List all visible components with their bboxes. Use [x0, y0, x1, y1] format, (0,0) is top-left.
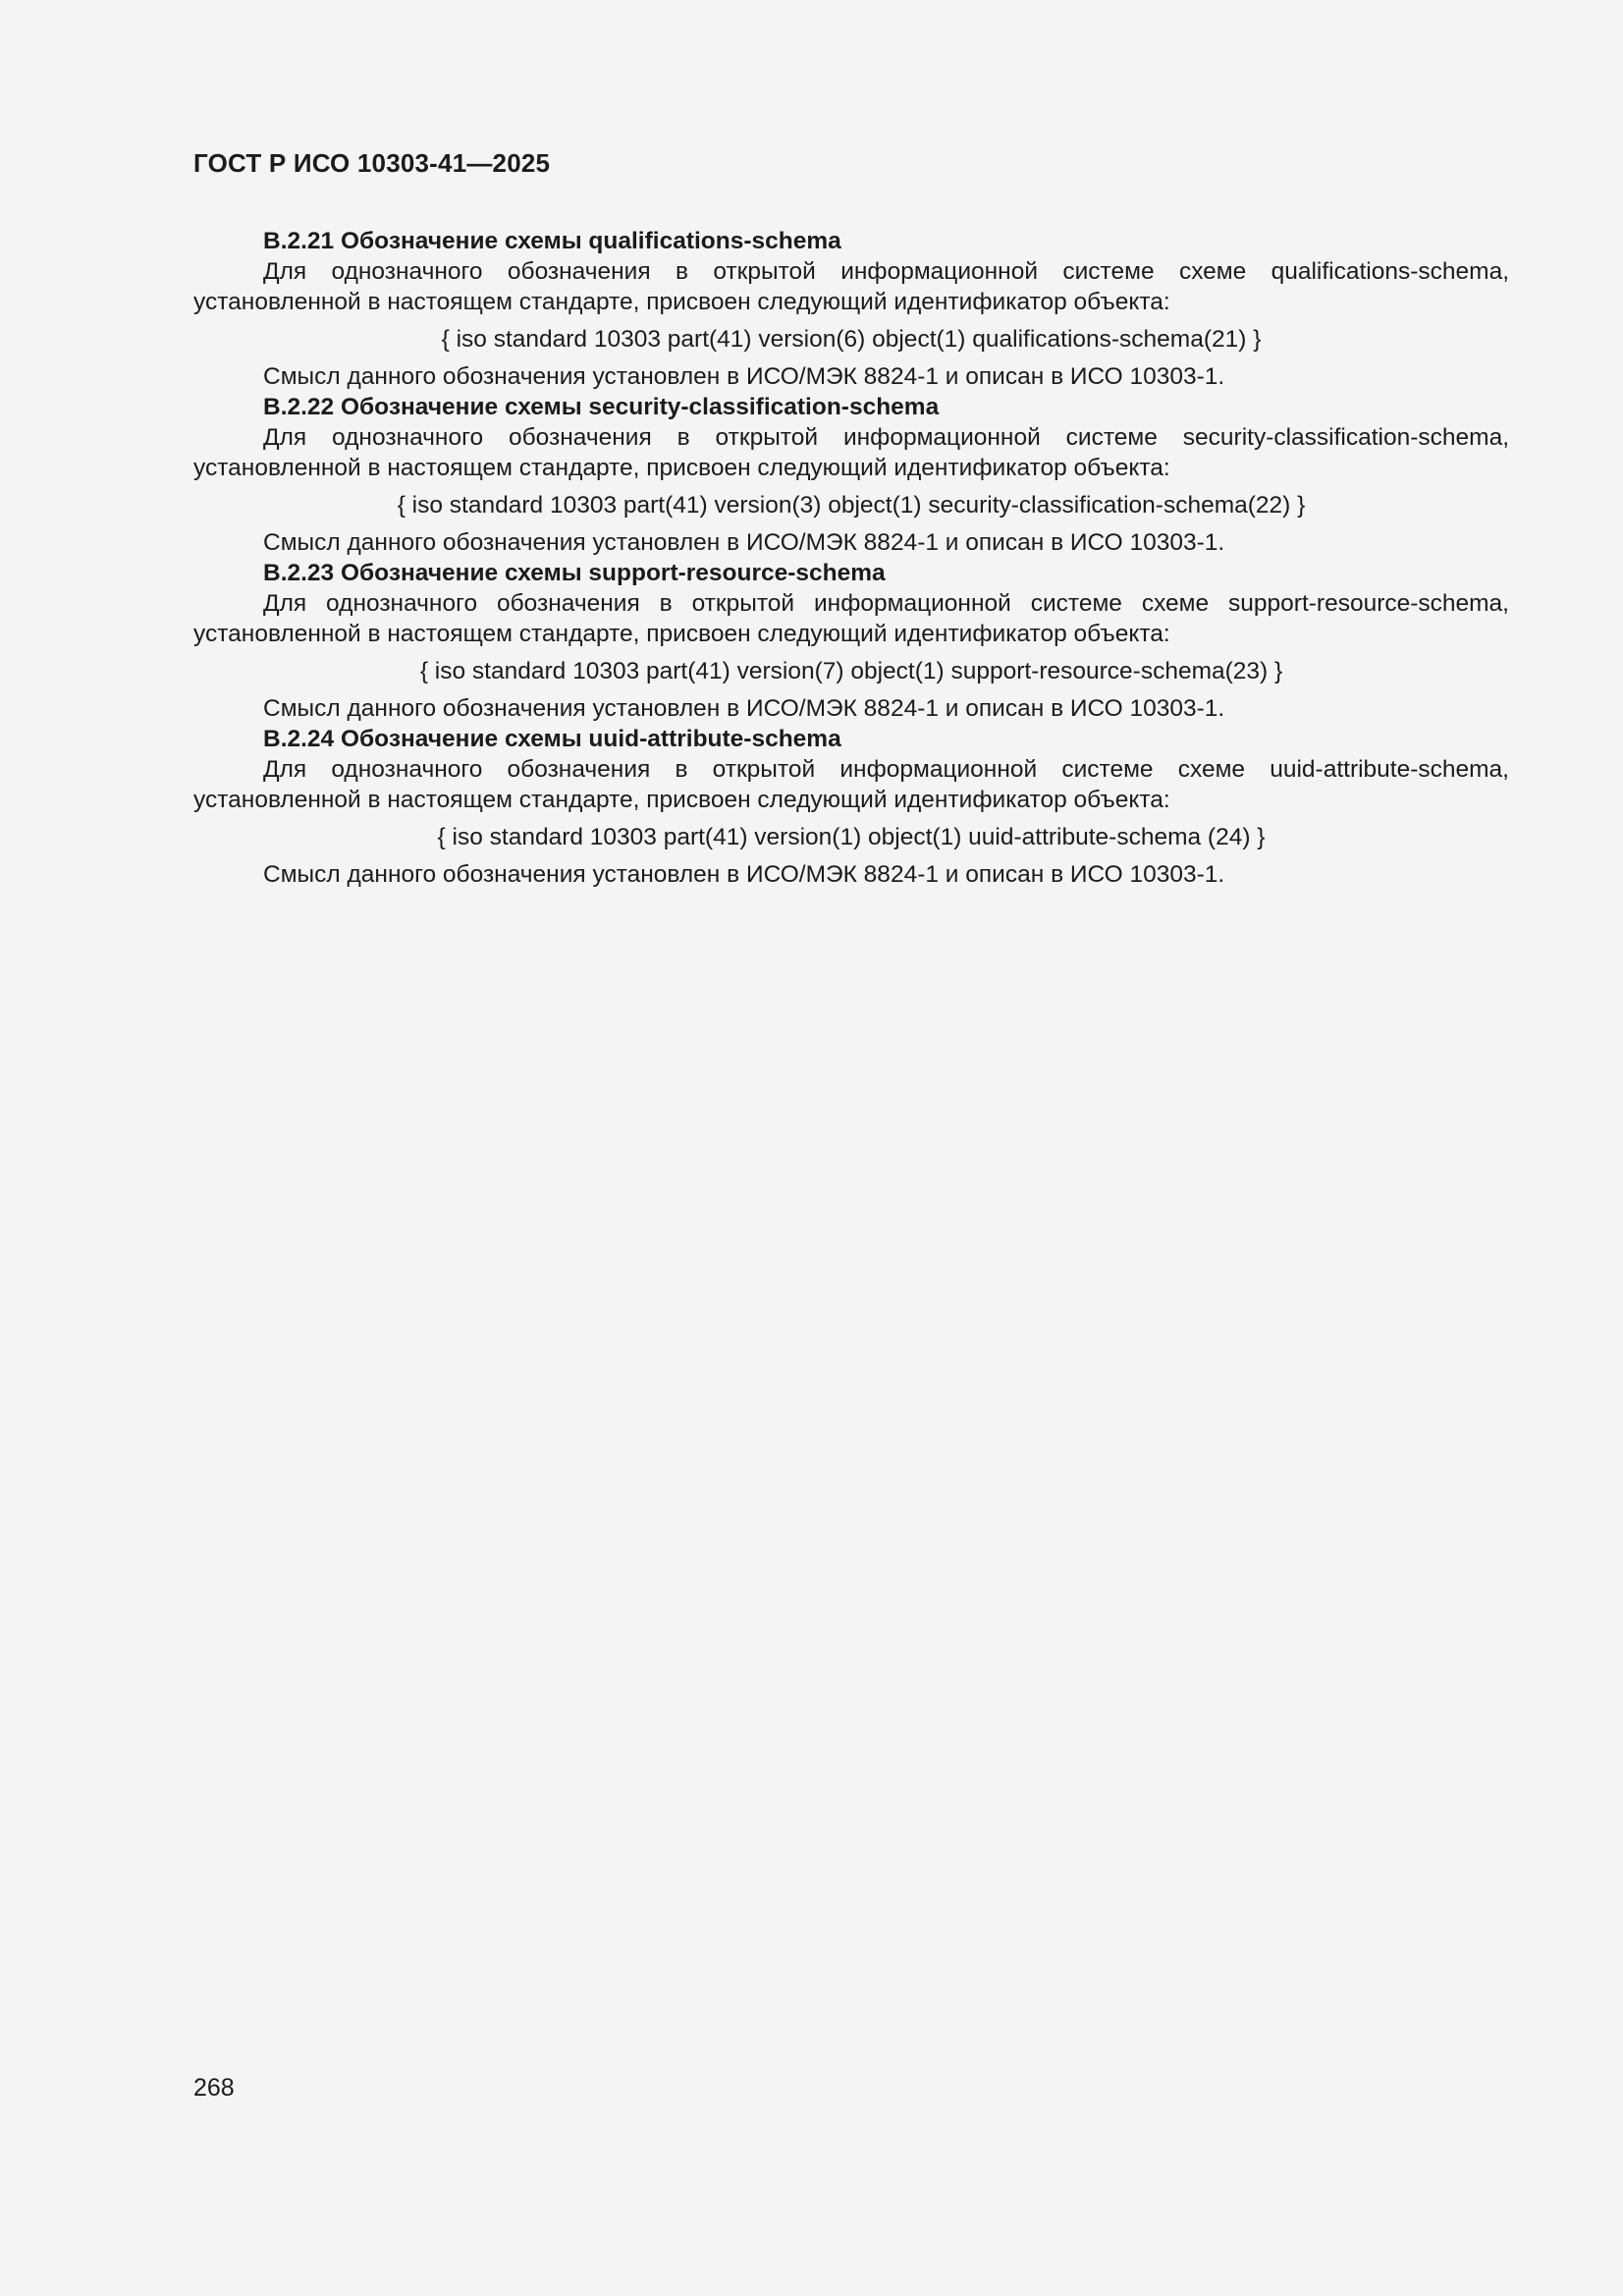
section-paragraph: Для однозначного обозначения в открытой информационной системе схеме support-resource-schema, установленной в настоящем стандарте, присвоен следующий идентификатор объекта: — [193, 590, 1509, 647]
section-b-2-21 — [193, 226, 1509, 392]
page-number: 268 — [193, 2074, 235, 2102]
meaning-note: Смысл данного обозначения установлен в ИСО/МЭК 8824-1 и описан в ИСО 10303-1. — [263, 363, 1225, 390]
meaning-note: Смысл данного обозначения установлен в ИСО/МЭК 8824-1 и описан в ИСО 10303-1. — [263, 695, 1225, 722]
document-header: ГОСТ Р ИСО 10303-41—2025 — [193, 148, 551, 178]
section-heading: B.2.24 Обозначение схемы uuid-attribute-schema — [263, 726, 841, 752]
section-heading: B.2.23 Обозначение схемы support-resource-schema — [263, 560, 886, 586]
section-heading: B.2.21 Обозначение схемы qualifications-schema — [263, 228, 841, 254]
section-b-2-23 — [193, 558, 1509, 724]
section-b-2-22 — [193, 392, 1509, 558]
object-identifier: { iso standard 10303 part(41) version(6) object(1) qualifications-schema(21) } — [441, 326, 1262, 353]
object-identifier: { iso standard 10303 part(41) version(3) object(1) security-classification-schema(22) } — [397, 492, 1306, 519]
meaning-note: Смысл данного обозначения установлен в ИСО/МЭК 8824-1 и описан в ИСО 10303-1. — [263, 529, 1225, 556]
section-paragraph: Для однозначного обозначения в открытой информационной системе схеме uuid-attribute-schema, установленной в настоящем стандарте, присвоен следующий идентификатор объекта: — [193, 756, 1509, 813]
meaning-note: Смысл данного обозначения установлен в ИСО/МЭК 8824-1 и описан в ИСО 10303-1. — [263, 861, 1225, 888]
section-paragraph: Для однозначного обозначения в открытой информационной системе схеме qualifications-schema, установленной в настоящем стандарте, присвоен следующий идентификатор объекта: — [193, 258, 1509, 315]
section-paragraph: Для однозначного обозначения в открытой информационной системе security-classification-schema, установленной в настоящем стандарте, присвоен следующий идентификатор объекта: — [193, 424, 1509, 481]
section-heading: B.2.22 Обозначение схемы security-classification-schema — [263, 394, 940, 420]
section-b-2-24 — [193, 724, 1509, 890]
object-identifier: { iso standard 10303 part(41) version(7) object(1) support-resource-schema(23) } — [419, 658, 1283, 684]
object-identifier: { iso standard 10303 part(41) version(1) object(1) uuid-attribute-schema (24) } — [437, 824, 1266, 850]
document-body — [193, 226, 1509, 890]
